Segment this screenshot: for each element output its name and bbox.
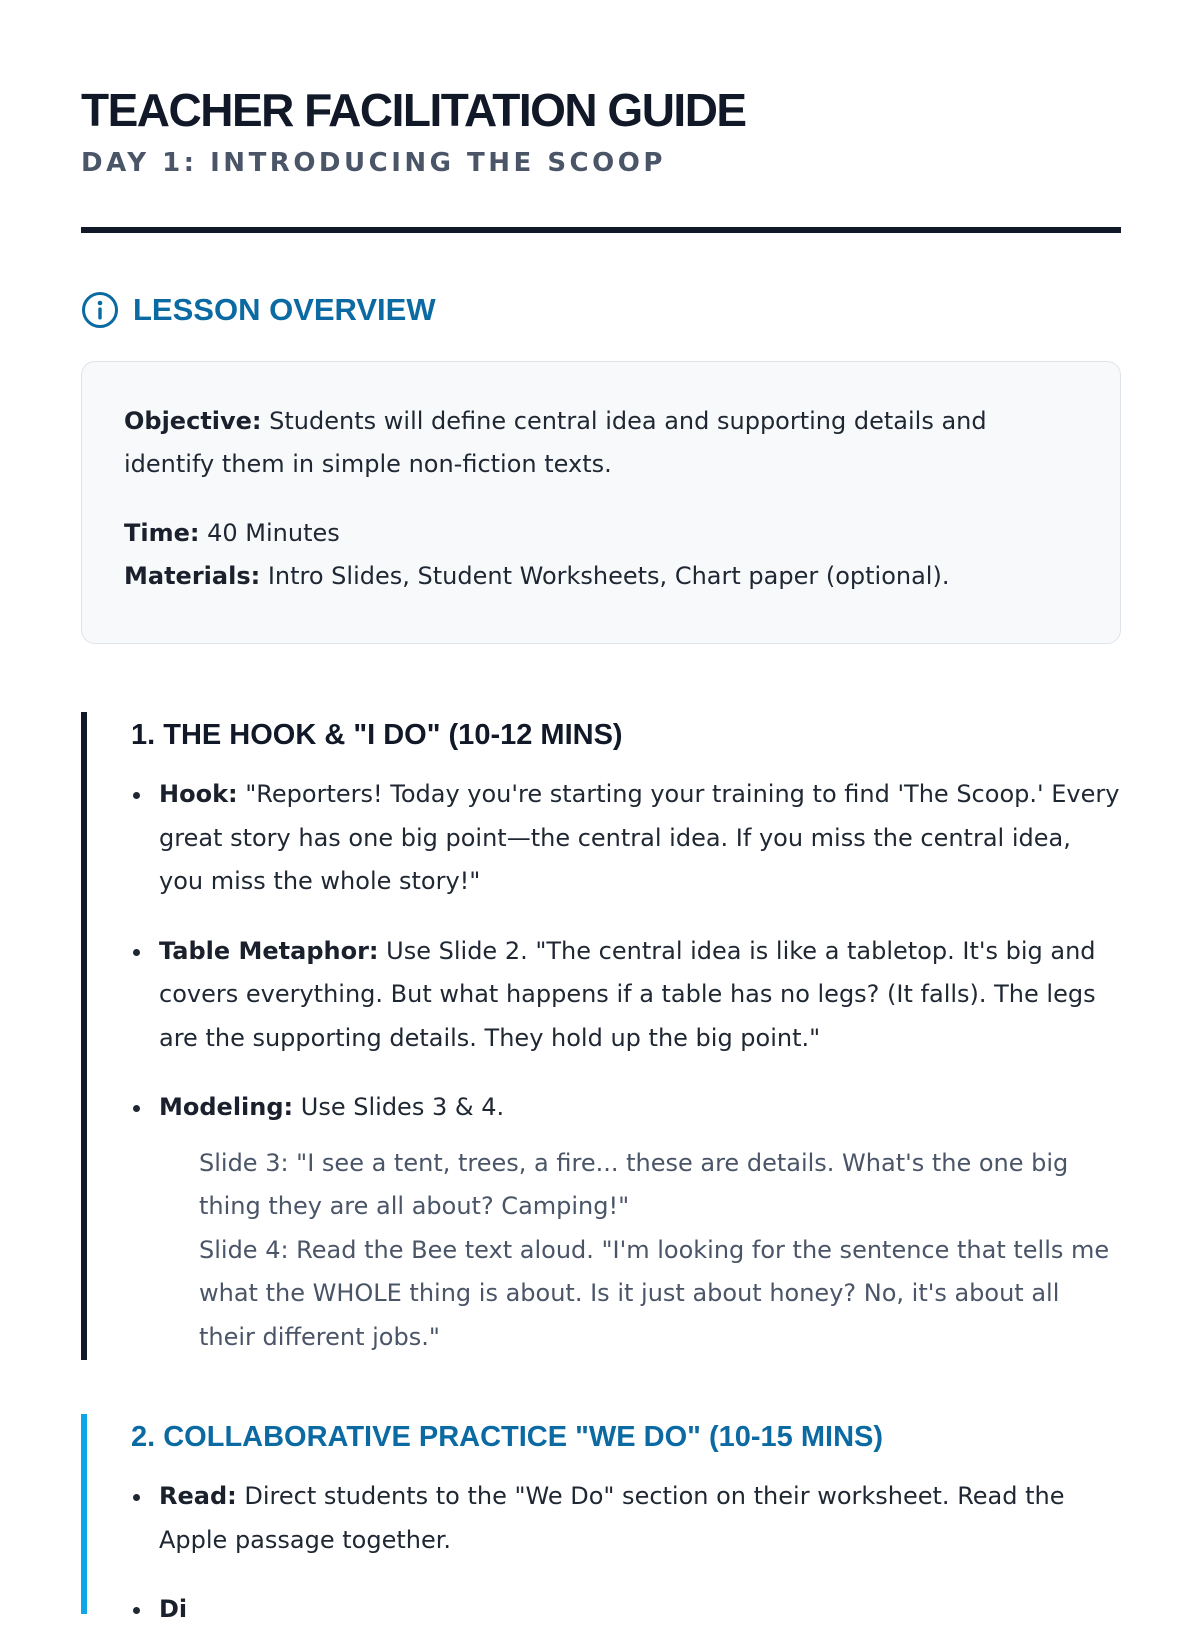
section-title: 2. COLLABORATIVE PRACTICE "WE DO" (10-15 MINS): [131, 1421, 884, 1453]
materials-label: Materials:: [124, 562, 261, 590]
page-subtitle: DAY 1: INTRODUCING THE SCOOP: [81, 148, 666, 178]
objective-line: [124, 400, 1078, 486]
slide-4-note: Slide 4: Read the Bee text aloud. "I'm looking for the sentence that tells me what the WHOLE thing is about. Is it just about honey? No, it's about all their different jobs.": [199, 1235, 1110, 1351]
time-label: Time:: [124, 519, 200, 547]
section-list: [131, 773, 1121, 1359]
list-item-modeling: [131, 1086, 1121, 1359]
list-item-table-metaphor: [131, 930, 1121, 1061]
section-list: [131, 1475, 1121, 1632]
item-label: Read:: [159, 1482, 237, 1510]
objective-text: Students will define central idea and supporting details and identify them in simple non-fiction texts.: [124, 407, 987, 478]
section-title: 1. THE HOOK & "I DO" (10-12 MINS): [131, 719, 623, 751]
item-label: Table Metaphor:: [159, 936, 379, 965]
section-hook-i-do: [81, 712, 1121, 1360]
header-divider: [81, 227, 1121, 233]
item-label: Di: [159, 1595, 188, 1623]
item-label: Hook:: [159, 780, 238, 808]
list-item-read: [131, 1475, 1121, 1562]
time-text: 40 Minutes: [199, 519, 340, 547]
lesson-overview-box: [81, 361, 1121, 644]
time-line: [124, 512, 1078, 555]
lesson-overview-heading: [81, 290, 436, 330]
list-item-hook: [131, 773, 1121, 904]
objective-label: Objective:: [124, 407, 262, 435]
materials-line: [124, 555, 1078, 598]
item-text: Direct students to the "We Do" section on their worksheet. Read the Apple passage together.: [159, 1482, 1065, 1554]
lesson-overview-title: LESSON OVERVIEW: [133, 292, 436, 327]
item-text: "Reporters! Today you're starting your training to find 'The Scoop.' Every great story has one big point—the central idea. If you miss the central idea, you miss the whole story!": [159, 780, 1120, 895]
list-item-discuss: [131, 1588, 1121, 1632]
item-label: Modeling:: [159, 1093, 294, 1121]
info-icon: [81, 291, 119, 329]
modeling-notes: [159, 1142, 1121, 1360]
slide-3-note: Slide 3: "I see a tent, trees, a fire... these are details. What's the one big thing they are all about? Camping!": [199, 1148, 1069, 1220]
section-we-do: [81, 1414, 1121, 1623]
item-text: Use Slides 3 & 4.: [293, 1093, 505, 1121]
item-text: Use Slide 2. "The central idea is like a tabletop. It's big and covers everything. But what happens if a table has no legs? (It falls). The legs are the supporting details. They hold up the big point.": [159, 936, 1096, 1052]
page-title: TEACHER FACILITATION GUIDE: [81, 84, 746, 136]
materials-text: Intro Slides, Student Worksheets, Chart paper (optional).: [260, 562, 950, 590]
